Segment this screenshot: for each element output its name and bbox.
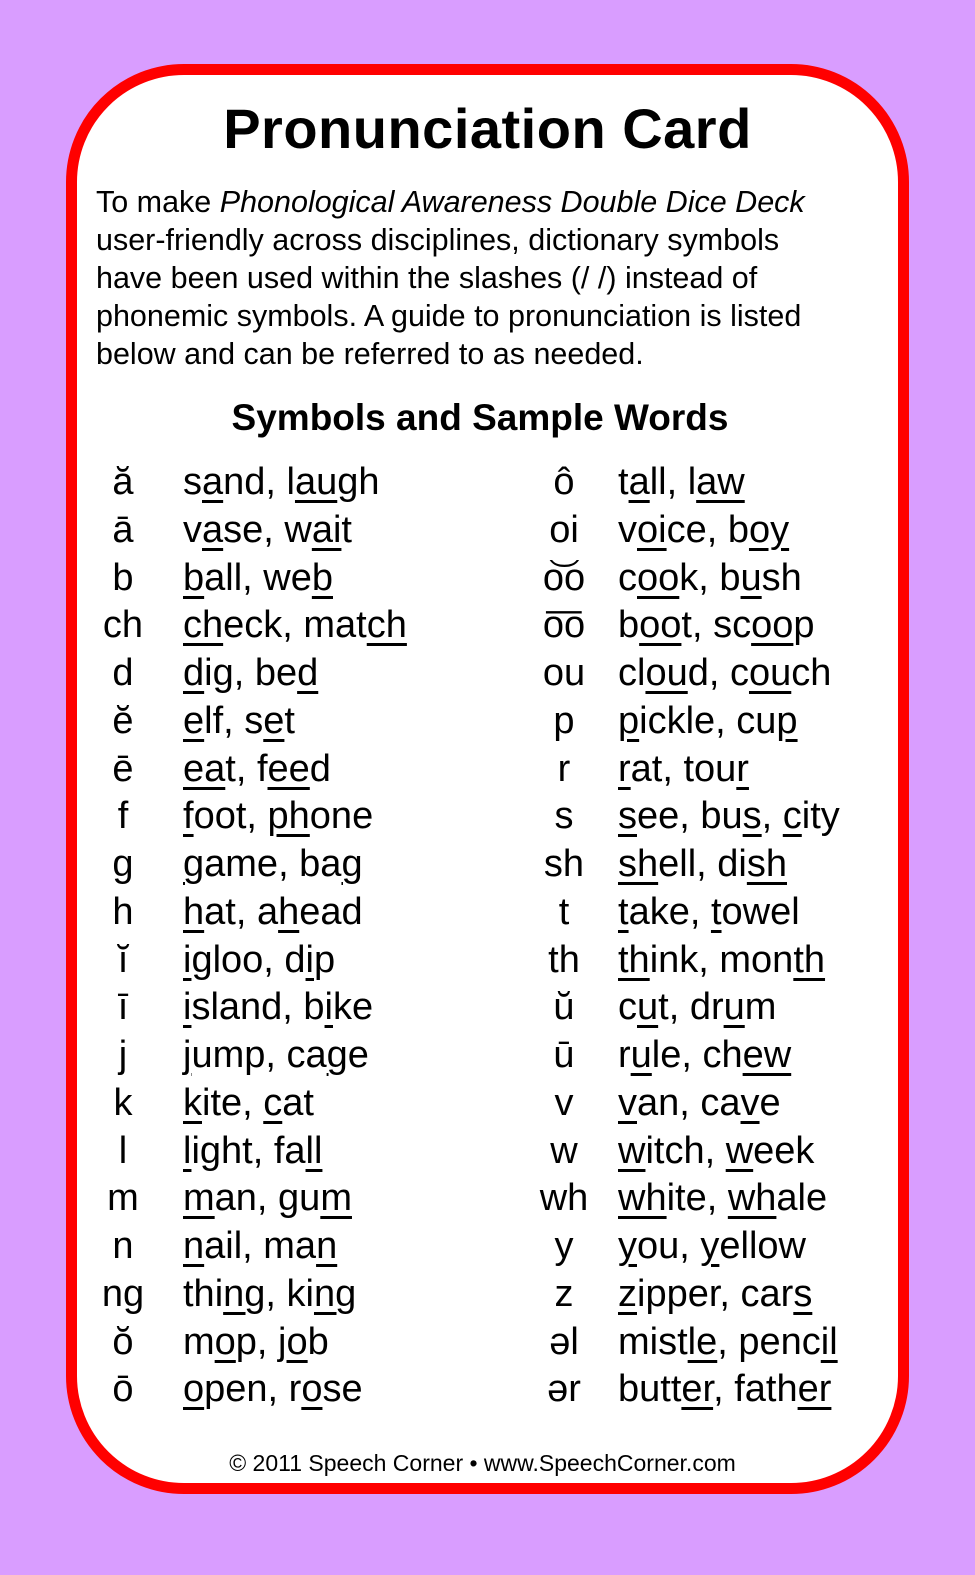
word-text: s (183, 461, 202, 503)
underlined-letters: a (628, 461, 650, 503)
word-text: le, ch (651, 1034, 743, 1076)
phonetic-symbol: l (118, 1129, 128, 1172)
copyright-footer: © 2011 Speech Corner • www.SpeechCorner.com (229, 1450, 736, 1476)
phonetic-symbol: f (117, 795, 129, 838)
word-text: v (183, 508, 202, 551)
section-heading: Symbols and Sample Words (231, 397, 729, 438)
sample-words (618, 745, 749, 793)
word-text: t (341, 508, 352, 551)
underlined-letters: au (294, 461, 338, 503)
word-text: ite, (666, 1177, 728, 1220)
symbol-row (0, 840, 975, 888)
underlined-letters: t (710, 890, 722, 933)
word-text: d, c (687, 652, 749, 694)
word-text: ump, ca (191, 1034, 327, 1076)
symbol-row (0, 1079, 975, 1127)
underlined-letters: k (183, 1081, 202, 1124)
underlined-letters: c (263, 1081, 283, 1124)
underlined-letters: ph (267, 795, 310, 838)
word-text: cl (618, 652, 646, 694)
underlined-letters: u (630, 1034, 652, 1076)
symbol-row (0, 1365, 975, 1413)
underlined-letters: m (183, 1177, 215, 1220)
underlined-letters: w (618, 1129, 646, 1172)
underlined-letters: u (740, 556, 762, 599)
underlined-letters: aw (696, 461, 745, 503)
word-text: e (347, 1034, 369, 1076)
word-text: ickle, cu (639, 699, 777, 742)
sample-words (618, 792, 840, 840)
phonetic-symbol: t (558, 890, 570, 933)
sample-words (618, 1318, 838, 1366)
phonetic-symbol: ng (101, 1272, 145, 1315)
word-text: ite, (202, 1081, 264, 1124)
word-text: at, tou (630, 747, 737, 790)
word-text: sh (761, 556, 802, 599)
word-text: p (314, 938, 336, 981)
word-text: ead (299, 890, 363, 933)
word-text: nd, l (223, 461, 295, 503)
phonetic-symbol: o͞o (542, 604, 586, 647)
underlined-letters: l (183, 1129, 192, 1172)
word-text: ee, bu (637, 795, 743, 838)
word-text: all, we (204, 556, 312, 599)
underlined-letters: b (311, 556, 333, 599)
word-text: , penc (717, 1320, 821, 1363)
word-text: gh (337, 461, 380, 503)
underlined-letters: ll (305, 1129, 323, 1172)
phonetic-symbol: ē (112, 747, 134, 790)
underlined-letters: e (183, 699, 205, 742)
underlined-letters: d (297, 652, 319, 694)
phonetic-symbol: n (112, 1225, 134, 1267)
underlined-letters: sh (618, 843, 659, 885)
phonetic-symbol: ch (102, 604, 144, 647)
phonetic-symbol: əl (549, 1320, 579, 1363)
underlined-letters: a (202, 461, 224, 503)
underlined-letters: le (687, 1320, 718, 1363)
underlined-letters: u (723, 986, 745, 1029)
word-text: gloo, d (191, 938, 306, 981)
deck-name: Phonological Awareness Double Dice Deck (219, 185, 805, 219)
underlined-letters: s (742, 795, 762, 838)
underlined-letters: p (776, 699, 798, 742)
phonetic-symbol: ī (117, 986, 129, 1029)
phonetic-symbol: k (113, 1081, 133, 1124)
word-text: ink, mon (649, 938, 794, 981)
symbol-row (0, 983, 975, 1031)
phonetic-symbol: ər (547, 1368, 581, 1411)
sample-words (618, 1222, 806, 1270)
intro-line: below and can be referred to as needed. (96, 337, 644, 371)
phonetic-symbol: y (554, 1225, 574, 1267)
word-text: se (322, 1368, 363, 1411)
underlined-letters: m (320, 1177, 352, 1220)
word-text: ig, be (204, 652, 298, 694)
phonetic-symbol: oi (549, 508, 579, 551)
underlined-letters: v (618, 1081, 637, 1124)
phonetic-symbol: j (118, 1034, 128, 1076)
underlined-letters: u (637, 986, 659, 1029)
underlined-letters: h (183, 890, 205, 933)
sample-words (618, 649, 831, 697)
symbol-row (0, 888, 975, 936)
word-text: eck, mat (223, 604, 367, 647)
symbol-row (0, 1270, 975, 1318)
symbol-row (0, 1127, 975, 1175)
phonetic-symbol: d (112, 652, 134, 694)
word-text: b (307, 1320, 329, 1363)
underlined-letters: th (793, 938, 826, 981)
word-text: ellow (719, 1225, 806, 1267)
underlined-letters: er (797, 1368, 832, 1411)
intro-line: have been used within the slashes (/ /) instead of (96, 261, 758, 295)
word-text: ame, ba (204, 843, 342, 885)
word-text: at, a (204, 890, 279, 933)
word-text: thi (183, 1272, 224, 1315)
underlined-letters: b (183, 556, 205, 599)
word-text: owel (721, 890, 800, 933)
symbol-row (0, 792, 975, 840)
underlined-letters: f (183, 795, 194, 838)
underlined-letters: g (183, 843, 205, 885)
symbol-row (0, 936, 975, 984)
word-text: ce, b (666, 508, 749, 551)
phonetic-symbol: o͝o (542, 556, 586, 599)
underlined-letters: w (725, 1129, 754, 1172)
underlined-letters: s (618, 795, 637, 838)
underlined-letters: oy (748, 508, 790, 551)
underlined-letters: p (618, 699, 640, 742)
underlined-letters: ch (183, 604, 224, 647)
underlined-letters: d (183, 652, 205, 694)
phonetic-symbol: ĕ (112, 699, 134, 742)
underlined-letters: il (820, 1320, 838, 1363)
underlined-letters: ng (313, 1272, 357, 1315)
sample-words (618, 840, 787, 888)
sample-words (618, 888, 800, 936)
word-text: ke (333, 986, 374, 1029)
word-text: t (618, 461, 629, 503)
underlined-letters: oo (751, 604, 794, 647)
phonetic-symbol: ō (112, 1368, 134, 1411)
underlined-letters: g (341, 843, 363, 885)
phonetic-symbol: ĭ (117, 938, 129, 981)
phonetic-symbol: ou (542, 652, 586, 694)
page-title: Pronunciation Card (223, 97, 752, 160)
underlined-letters: th (618, 938, 650, 981)
phonetic-symbol: r (557, 747, 571, 790)
word-text: itch, (645, 1129, 726, 1172)
sample-words (618, 697, 798, 745)
phonetic-symbol: z (554, 1272, 574, 1315)
word-text: , (761, 795, 783, 838)
sample-words (618, 554, 802, 602)
underlined-letters: v (740, 1081, 760, 1124)
underlined-letters: h (278, 890, 300, 933)
word-text: t, sc (681, 604, 752, 647)
underlined-letters: o (286, 1320, 308, 1363)
underlined-letters: z (618, 1272, 637, 1315)
word-text: sland, b (191, 986, 325, 1029)
sample-words (618, 1270, 812, 1318)
symbol-row (0, 745, 975, 793)
underlined-letters: ng (223, 1272, 266, 1315)
phonetic-symbol: ŏ (112, 1320, 134, 1363)
word-text: eek (753, 1129, 815, 1172)
word-text: d (309, 747, 331, 790)
phonetic-symbol: ŭ (553, 986, 575, 1029)
word-text: oot, (193, 795, 268, 838)
underlined-letters: n (316, 1225, 338, 1267)
word-text: r (618, 1034, 631, 1076)
word-text: ake, (628, 890, 711, 933)
underlined-letters: s (793, 1272, 813, 1315)
symbol-row (0, 697, 975, 745)
word-text: pen, r (204, 1368, 302, 1411)
phonetic-symbol: ū (553, 1034, 575, 1076)
word-text: at (282, 1081, 314, 1124)
underlined-letters: ew (742, 1034, 792, 1076)
word-text: e (759, 1081, 781, 1124)
symbol-row (0, 1174, 975, 1222)
word-text: ipper, car (637, 1272, 794, 1315)
word-text: c (618, 556, 637, 599)
underlined-letters: i (305, 938, 314, 981)
word-text: t, dr (658, 986, 724, 1029)
sample-words (618, 601, 815, 649)
phonetic-symbol: w (550, 1129, 578, 1172)
underlined-letters: wh (727, 1177, 777, 1220)
word-text: v (618, 508, 637, 551)
symbol-row (0, 554, 975, 602)
phonetic-symbol: g (112, 843, 134, 885)
underlined-letters: oo (637, 556, 680, 599)
word-text: an, ca (637, 1081, 741, 1124)
phonetic-symbol: s (554, 795, 574, 838)
word-text: k, b (679, 556, 741, 599)
phonetic-symbol: ā (112, 508, 134, 551)
underlined-letters: i (183, 938, 192, 981)
phonetic-symbol: ô (553, 461, 575, 503)
word-text: , ki (265, 1272, 314, 1315)
word-text: m (183, 1320, 215, 1363)
word-text: c (618, 986, 637, 1029)
word-text: ll, l (649, 461, 697, 503)
underlined-letters: oo (639, 604, 682, 647)
underlined-letters: ch (366, 604, 407, 647)
phonetic-symbol: h (112, 890, 134, 933)
word-text: ity (801, 795, 840, 838)
underlined-letters: t (618, 890, 629, 933)
word-text: se, w (223, 508, 312, 551)
phonetic-symbol: ă (112, 461, 134, 503)
sample-words (618, 1079, 781, 1127)
underlined-letters: ai (311, 508, 342, 551)
word-text: ou, (637, 1225, 701, 1267)
underlined-letters: o (301, 1368, 323, 1411)
underlined-letters: g (326, 1034, 348, 1076)
word-text: mist (618, 1320, 688, 1363)
underlined-letters: r (618, 747, 631, 790)
sample-words (618, 1127, 814, 1175)
intro-line: user-friendly across disciplines, dictionary symbols (96, 223, 780, 257)
word-text: ail, ma (204, 1225, 317, 1267)
underlined-letters: o (214, 1320, 236, 1363)
underlined-letters: r (736, 747, 749, 790)
word-text: b (618, 604, 640, 647)
symbol-row (0, 649, 975, 697)
underlined-letters: ee (267, 747, 310, 790)
underlined-letters: oi (637, 508, 667, 551)
sample-words (618, 936, 825, 984)
underlined-letters: ea (183, 747, 226, 790)
word-text: p, j (235, 1320, 287, 1363)
symbol-row (0, 1031, 975, 1079)
intro-paragraph (96, 183, 896, 373)
phonetic-symbol: th (548, 938, 580, 981)
word-text: an, gu (214, 1177, 321, 1220)
intro-line: phonemic symbols. A guide to pronunciation is listed (96, 299, 802, 333)
underlined-letters: er (681, 1368, 714, 1411)
word-text: one (309, 795, 374, 838)
sample-words (618, 458, 745, 506)
phonetic-symbol: wh (539, 1177, 589, 1220)
symbol-row (0, 506, 975, 554)
word-text: ale (776, 1177, 828, 1220)
phonetic-symbol: m (107, 1177, 139, 1220)
sample-words (618, 983, 776, 1031)
underlined-letters: ou (645, 652, 688, 694)
symbol-row (0, 601, 975, 649)
word-text: m (744, 986, 777, 1029)
symbol-row (0, 458, 975, 506)
phonetic-symbol: sh (543, 843, 585, 885)
sample-words (618, 1174, 827, 1222)
intro-text: To make (96, 185, 220, 219)
symbol-row (0, 1222, 975, 1270)
underlined-letters: sh (746, 843, 787, 885)
word-text: lf, s (204, 699, 264, 742)
underlined-letters: y (700, 1225, 720, 1267)
intro-line (96, 183, 896, 221)
underlined-letters: e (263, 699, 285, 742)
underlined-letters: i (324, 986, 333, 1029)
word-text: t (284, 699, 295, 742)
underlined-letters: wh (618, 1177, 667, 1220)
phonetic-symbol: p (553, 699, 575, 742)
underlined-letters: ou (748, 652, 792, 694)
underlined-letters: c (782, 795, 802, 838)
word-text: ch (791, 652, 832, 694)
word-text: t, f (225, 747, 268, 790)
word-text: p (793, 604, 815, 647)
sample-words (618, 506, 789, 554)
underlined-letters: y (618, 1225, 637, 1267)
underlined-letters: o (183, 1368, 205, 1411)
underlined-letters: a (202, 508, 224, 551)
symbol-row (0, 1318, 975, 1366)
word-text: , fath (713, 1368, 798, 1411)
word-text: ight, fa (191, 1129, 306, 1172)
word-text: ell, di (658, 843, 747, 885)
sample-words (618, 1031, 791, 1079)
underlined-letters: j (183, 1034, 192, 1076)
sample-words (618, 1365, 831, 1413)
underlined-letters: n (183, 1225, 205, 1267)
phonetic-symbol: b (112, 556, 134, 599)
underlined-letters: i (183, 986, 192, 1029)
word-text: butt (618, 1368, 682, 1411)
phonetic-symbol: v (554, 1081, 574, 1124)
